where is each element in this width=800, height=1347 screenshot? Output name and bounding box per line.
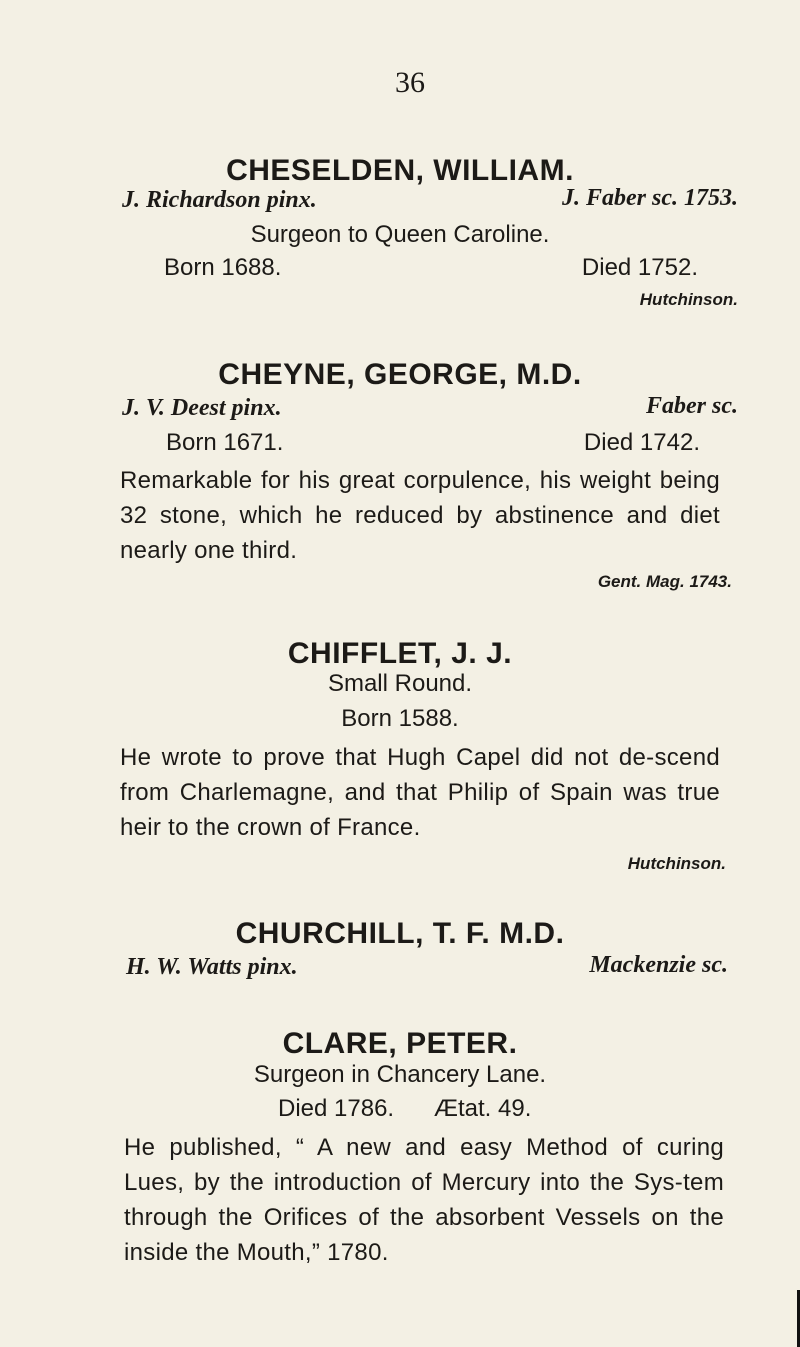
engraver-line: Mackenzie sc. [589,952,728,978]
source-citation: Hutchinson. [639,290,738,309]
died-date: Died 1786. [278,1095,395,1122]
engraver-line: J. Faber sc. 1753. [562,185,738,211]
born-date: Born 1688. [164,254,282,281]
entry-description: He wrote to prove that Hugh Capel did not de-scend from Charlemagne, and that Philip of Spain was true heir to the crown of France. [120,744,720,841]
born-date: Born 1671. [166,429,284,456]
entry-heading-clare: CLARE, PETER. [282,1027,518,1060]
artist-line: J. V. Deest pinx. [122,395,282,421]
died-date: Died 1752. [581,254,698,281]
entry-heading-cheyne: CHEYNE, GEORGE, M.D. [218,358,582,391]
artist-line: H. W. Watts pinx. [126,954,298,980]
entry-heading-churchill: CHURCHILL, T. F. M.D. [235,917,565,950]
age-at-death: Ætat. 49. [434,1095,532,1122]
entry-description: He published, “ A new and easy Method of curing Lues, by the introduction of Mercury into the Sys-tem through the Orifices of the absorbent Vessels on the inside the Mouth,” 1780. [124,1134,724,1266]
died-date: Died 1742. [583,429,700,456]
source-citation: Gent. Mag. 1743. [597,572,732,591]
entry-note: Surgeon to Queen Caroline. [250,221,550,248]
entry-heading-cheselden: CHESELDEN, WILLIAM. [226,154,574,187]
entry-heading-chifflet: CHIFFLET, J. J. [287,637,513,670]
born-date: Born 1588. [341,705,459,732]
entry-note: Small Round. [327,670,473,697]
entry-description: Remarkable for his great corpulence, his weight being 32 stone, which he reduced by abstinence and diet nearly one third. [120,467,720,564]
source-citation: Hutchinson. [627,854,726,873]
artist-line: J. Richardson pinx. [122,187,317,213]
entry-note: Surgeon in Chancery Lane. [253,1061,547,1088]
page-number: 36 [395,66,425,99]
engraver-line: Faber sc. [646,393,738,419]
